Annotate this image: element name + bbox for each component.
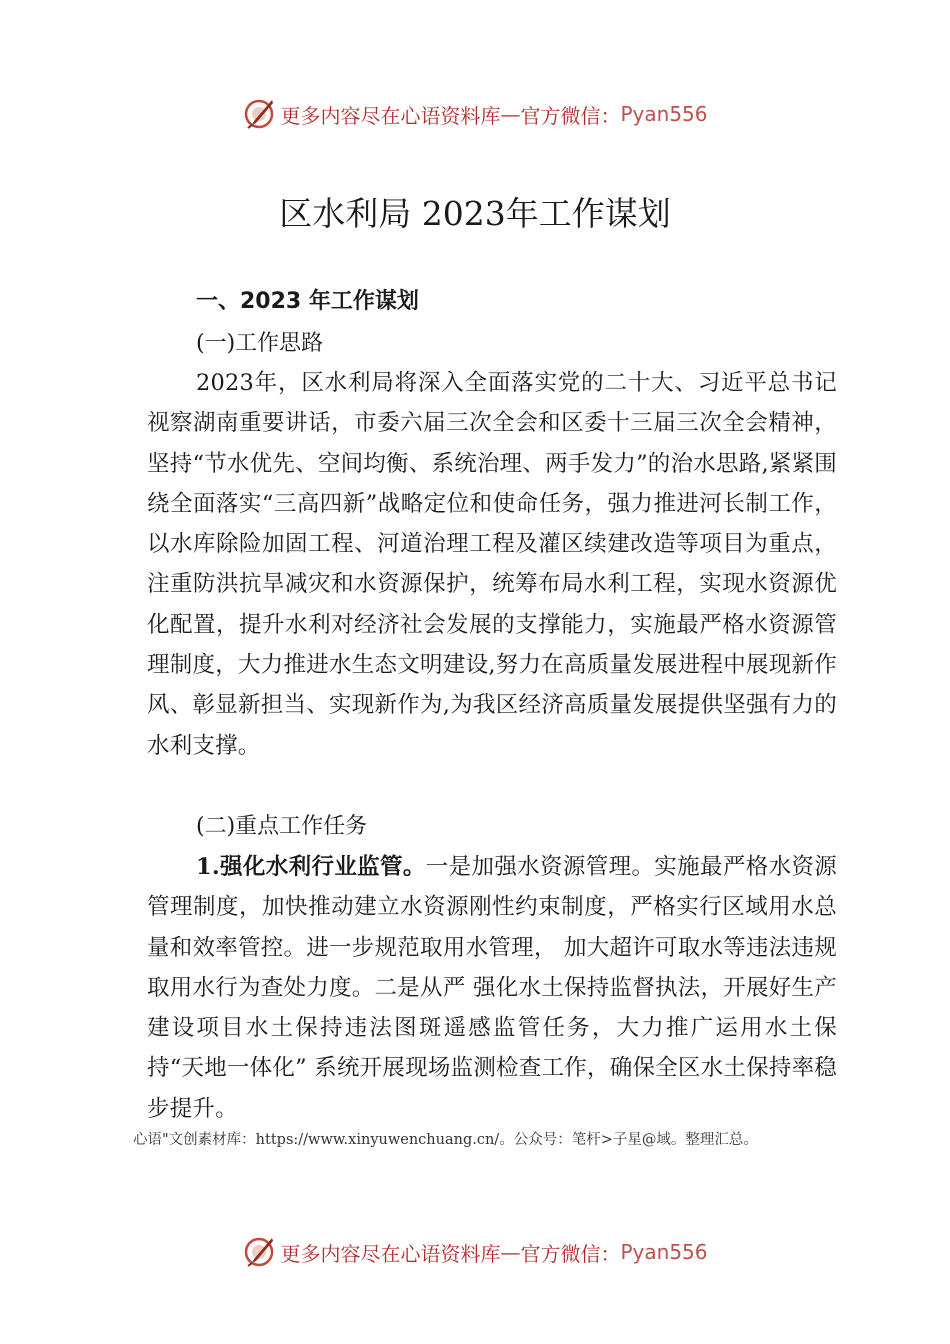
banner-text: 更多内容尽在心语资料库	[280, 1241, 501, 1266]
quill-seal-icon	[242, 1235, 276, 1269]
quill-seal-icon	[242, 97, 276, 131]
banner-separator: —	[500, 102, 521, 126]
banner-wechat-label: 官方微信：	[520, 103, 621, 128]
section-heading: 一、2023 年工作谋划	[196, 289, 419, 314]
banner-wechat-id: Pyan556	[620, 102, 708, 126]
page-title: 区水利局 2023年工作谋划	[279, 194, 671, 233]
paragraph-work-approach: 2023年，区水利局将深入全面落实党的二十大、习近平总书记视察湖南重要讲话，市委六届三次全会和区委十三届三次全会精神，坚持“节水优先、空间均衡、系统治理、两手发力”的治水思路,紧紧围绕全面落实“三高四新”战略定位和使命任务，强力推进河长制工作，以水库除险加固工程、河道治理工程及灌区续建改造等项目为重点，注重防洪抗旱减灾和水资源保护，统筹布局水利工程，实现水资源优化配置，提升水利对经济社会发展的支撑能力，实施最严格水资源管理制度，大力推进水生态文明建设,努力在高质量发展进程中展现新作风、彰显新担当、实现新作为,为我区经济高质量发展提供坚强有力的水利支撑。	[147, 370, 837, 759]
task-lead: 1.强化水利行业监管。	[196, 854, 426, 880]
subsection-heading-2: (二)重点工作任务	[196, 814, 368, 839]
task-body: 一是加强水资源管理。实施最严格水资源管理制度，加快推动建立水资源刚性约束制度，严格实行区域用水总量和效率管控。进一步规范取用水管理， 加大超许可取水等违法违规取用水行为查处力度。二是从严 强化水土保持监督执法，开展好生产建设项目水土保持违法图斑遥感监管任务，大力推广运用水土保持“天地一体化” 系统开展现场监测检查工作，确保全区水土保持率稳步提升。	[147, 854, 837, 1122]
banner-wechat-id: Pyan556	[620, 1240, 708, 1264]
header-banner	[0, 94, 950, 134]
subsection-heading-1: (一)工作思路	[196, 331, 324, 356]
paragraph-key-tasks	[147, 847, 837, 1129]
banner-wechat-label: 官方微信：	[520, 1241, 621, 1266]
banner-text: 更多内容尽在心语资料库	[280, 103, 501, 128]
banner-separator: —	[500, 1240, 521, 1264]
footer-banner	[0, 1232, 950, 1272]
source-note: 心语"文创素材库：https://www.xinyuwenchuang.cn/。公众号：笔杆>子星@域。整理汇总。	[133, 1132, 758, 1148]
